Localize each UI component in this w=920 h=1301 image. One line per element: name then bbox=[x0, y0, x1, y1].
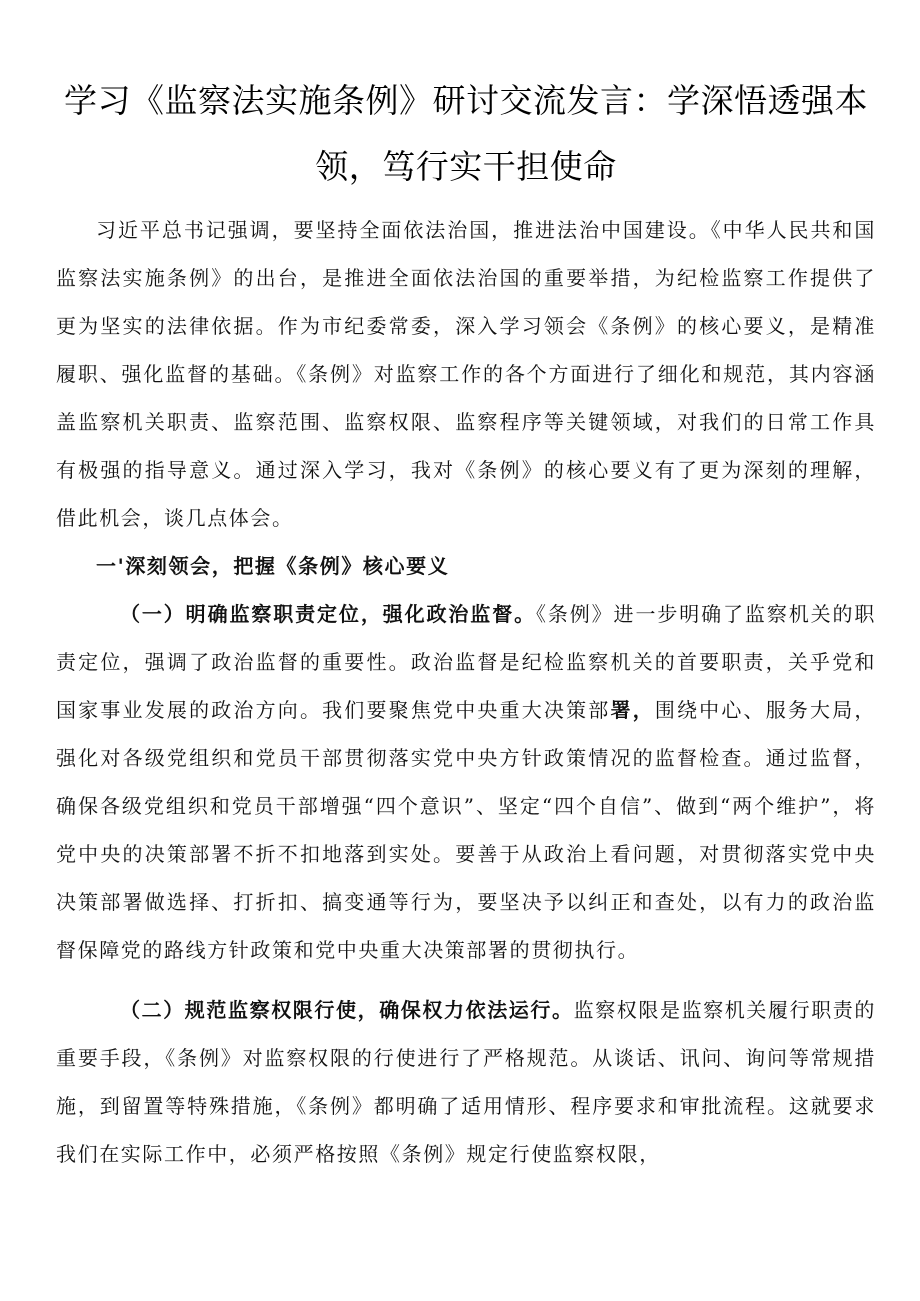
title-line-2: 领，笃行实干担使命 bbox=[315, 147, 617, 186]
item-2-lead: （二）规范监察权限行使，确保权力依法运行。 bbox=[120, 998, 574, 1022]
intro-paragraph: 习近平总书记强调，要坚持全面依法治国，推进法治中国建设。《中华人民共和国监察法实施条例》的出台，是推进全面依法治国的重要举措，为纪检监察工作提供了更为坚实的法律依据。作为市纪委常委，深入学习领会《条例》的核心要义，是精准履职、强化监督的基础。《条例》对监察工作的各个方面进行了细化和规范，其内容涵盖监察机关职责、监察范围、监察权限、监察程序等关键领域，对我们的日常工作具有极强的指导意义。通过深入学习，我对《条例》的核心要义有了更为深刻的理解，借此机会，谈几点体会。 bbox=[56, 218, 876, 530]
section-1-heading: 一'深刻领会，把握《条例》核心要义 bbox=[96, 554, 450, 578]
document-page bbox=[56, 68, 876, 1178]
item-2-paragraph bbox=[56, 986, 876, 1178]
item-2-text: 监察权限是监察机关履行职责的重要手段，《条例》对监察权限的行使进行了严格规范。从谈话、讯问、询问等常规措施，到留置等特殊措施，《条例》都明确了适用情形、程序要求和审批流程。这就要求我们在实际工作中，必须严格按照《条例》规定行使监察权限， bbox=[56, 998, 877, 1166]
item-1-bold-char: 署， bbox=[610, 698, 655, 722]
title-line-1: 学习《监察法实施条例》研讨交流发言：学深悟透强本 bbox=[64, 81, 868, 120]
document-title bbox=[56, 68, 876, 200]
item-1-text-b: 围绕中心、服务大局，强化对各级党组织和党员干部贯彻落实党中央方针政策情况的监督检查。通过监督，确保各级党组织和党员干部增强“四个意识”、坚定“四个自信”、做到“两个维护”，将党中央的决策部署不折不扣地落到实处。要善于从政治上看问题，对贯彻落实党中央决策部署做选择、打折扣、搞变通等行为，要坚决予以纠正和查处，以有力的政治监督保障党的路线方针政策和党中央重大决策部署的贯彻执行。 bbox=[56, 698, 877, 962]
item-1-text-a: 《条例》进一步明确了监察机关的职责定位，强调了政治监督的重要性。政治监督是纪检监察机关的首要职责，关乎党和国家事业发展的政治方向。我们要聚焦党中央重大决策部 bbox=[56, 602, 876, 722]
item-1-lead: （一）明确监察职责定位，强化政治监督。 bbox=[120, 602, 536, 626]
item-1-paragraph bbox=[56, 590, 876, 974]
